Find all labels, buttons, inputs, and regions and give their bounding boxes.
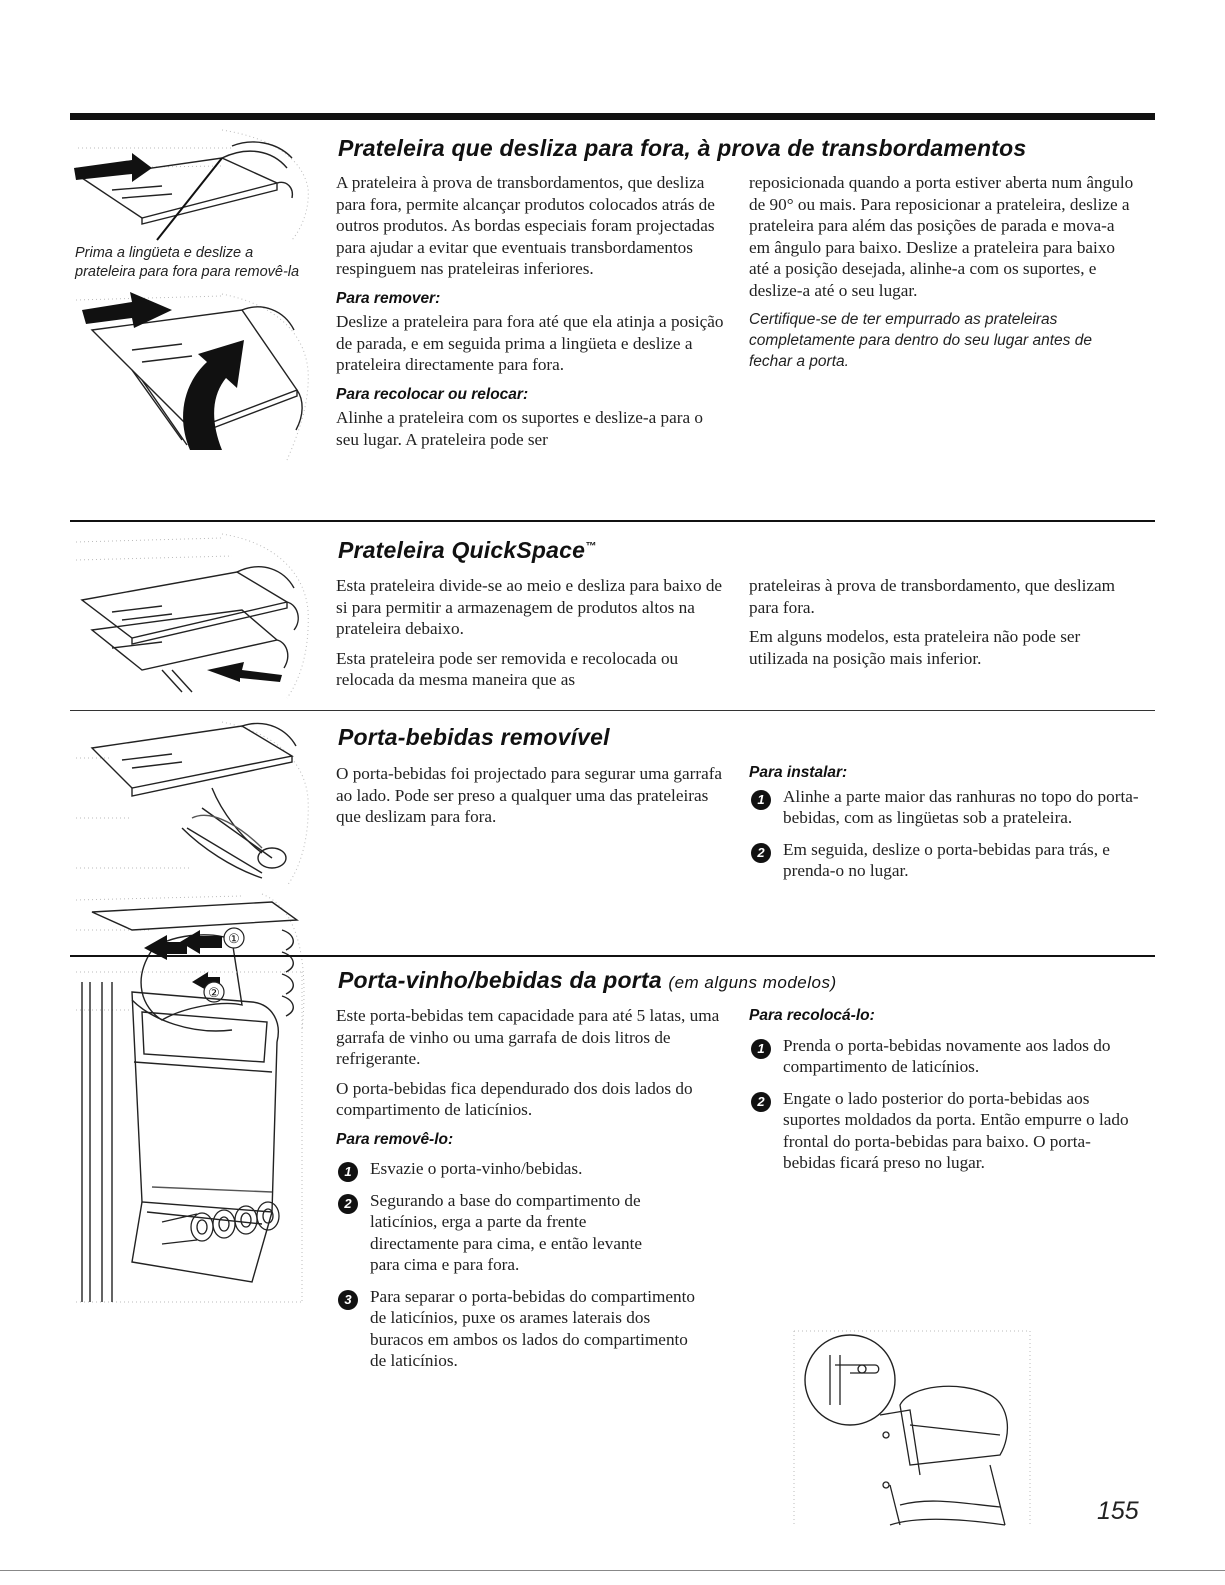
section-divider — [70, 520, 1155, 522]
replace-step-2 — [749, 1088, 1129, 1174]
replace-step-1-text: Prenda o porta-bebidas novamente aos lados do compartimento de laticínios. — [783, 1035, 1111, 1076]
remove-it-heading: Para removê-lo: — [336, 1130, 454, 1148]
remove-step-3 — [336, 1286, 700, 1372]
remove-step-3-text: Para separar o porta-bebidas do compartimento de laticínios, puxe os arames laterais dos buracos em ambos os lados do compartimento de laticínios. — [370, 1286, 696, 1370]
remove-step-1 — [336, 1158, 670, 1180]
remove-heading: Para remover: — [336, 289, 441, 307]
trademark: ™ — [585, 540, 597, 553]
install-step-2 — [749, 839, 1139, 882]
quickspace-title-text: Prateleira QuickSpace — [338, 537, 586, 563]
remove-text: Deslize a prateleira para fora até que ela atinja a posição de parada, e em seguida prima a lingüeta e deslize a prateleira directamente para fora. — [336, 312, 724, 374]
section2-text-1: Esta prateleira divide-se ao meio e desliza para baixo de si para permitir a armazenagem de produtos altos na prateleira debaixo. — [336, 576, 723, 638]
models-note: (em alguns modelos) — [668, 973, 837, 992]
section3-text: O porta-bebidas foi projectado para segurar uma garrafa ao lado. Pode ser preso a qualquer uma das prateleiras que deslizam para fora. — [336, 764, 723, 826]
remove-step-1-text: Esvazie o porta-vinho/bebidas. — [370, 1159, 583, 1178]
section4-text-2: O porta-bebidas fica dependurado dos dois lados do compartimento de laticínios. — [336, 1078, 693, 1119]
section-title-door-wine-rack — [338, 967, 837, 994]
replace-heading: Para recolocar ou relocar: — [336, 385, 529, 403]
install-heading: Para instalar: — [749, 764, 848, 781]
door-wine-rack-illustration — [72, 962, 312, 1312]
wine-rack-mounting-illustration — [790, 1325, 1035, 1530]
section3-right-column — [749, 762, 1139, 892]
section4-right-column — [749, 1005, 1129, 1184]
section2-left-column — [336, 575, 726, 699]
section1-intro: A prateleira à prova de transbordamentos, que desliza para fora, permite alcançar produtos colocados atrás de outros produtos. As bordas especiais foram projectadas para ajudar a evitar que eventuais transbordamentos respinguem nas prateleiras inferiores. — [336, 173, 715, 278]
step-number-badge: 2 — [751, 1092, 771, 1112]
step-number-badge: 2 — [751, 843, 771, 863]
section1-note: Certifique-se de ter empurrado as prateleiras completamente para dentro do seu lugar antes de fechar a porta. — [749, 311, 1092, 370]
figure-label-1: ① — [228, 931, 240, 946]
section4-text-1: Este porta-bebidas tem capacidade para até 5 latas, uma garrafa de vinho ou uma garrafa de dois litros de refrigerante. — [336, 1006, 720, 1068]
step-number-badge: 1 — [751, 1039, 771, 1059]
remove-step-2 — [336, 1190, 670, 1276]
step-number-badge: 2 — [338, 1194, 358, 1214]
section-divider — [70, 710, 1155, 711]
section-divider — [70, 955, 1155, 957]
replace-step-1 — [749, 1035, 1129, 1078]
section3-left-column — [336, 763, 726, 836]
door-wine-rack-title-text: Porta-vinho/bebidas da porta — [338, 967, 662, 993]
section-title-slide-out-shelf: Prateleira que desliza para fora, à prova de transbordamentos — [338, 135, 1027, 161]
quickspace-shelf-illustration — [72, 530, 312, 700]
page-number: 155 — [1097, 1497, 1139, 1525]
install-step-2-text: Em seguida, deslize o porta-bebidas para trás, e prenda-o no lugar. — [783, 839, 1110, 880]
slide-out-shelf-illustration-2 — [72, 290, 312, 465]
figure-label-2: ② — [208, 985, 220, 1000]
replace-step-2-text: Engate o lado posterior do porta-bebidas aos suportes moldados da porta. Então empurre o lado frontal do porta-bebidas para baixo. O porta-bebidas ficará preso no lugar. — [783, 1088, 1129, 1172]
section2-text-2: Esta prateleira pode ser removida e recolocada ou relocada da mesma maneira que as — [336, 648, 679, 689]
section4-left-column — [336, 1005, 726, 1382]
step-number-badge: 3 — [338, 1290, 358, 1310]
top-rule — [70, 113, 1155, 120]
step-number-badge: 1 — [338, 1162, 358, 1182]
section-title-bottle-holder: Porta-bebidas removível — [338, 724, 610, 750]
replace-text: Alinhe a prateleira com os suportes e deslize-a para o seu lugar. A prateleira pode ser — [336, 408, 703, 449]
section1-left-column — [336, 172, 726, 458]
figure-caption: Prima a lingüeta e deslize a prateleira para fora para removê-la — [75, 245, 300, 280]
replace-it-heading: Para recolocá-lo: — [749, 1007, 875, 1024]
bottle-holder-illustration-1 — [72, 718, 312, 888]
page-bottom-edge — [0, 1570, 1225, 1571]
section2-right-column — [749, 575, 1134, 677]
install-step-1-text: Alinhe a parte maior das ranhuras no topo do porta-bebidas, com as lingüetas sob a prateleira. — [783, 786, 1139, 827]
section2-text-3: prateleiras à prova de transbordamento, que deslizam para fora. — [749, 576, 1116, 617]
remove-step-2-text: Segurando a base do compartimento de laticínios, erga a parte da frente directamente para cima, e então levante para cima e para fora. — [370, 1190, 642, 1274]
section1-right-text: reposicionada quando a porta estiver aberta num ângulo de 90° ou mais. Para reposicionar a prateleira, deslize a prateleira para além das posições de parada e mova-a em ângulo para baixo. Deslize a prateleira para baixo até a posição desejada, alinhe-a com os suportes, e deslize-a até o seu lugar. — [749, 173, 1134, 300]
section-title-quickspace — [338, 537, 596, 564]
slide-out-shelf-illustration-1 — [72, 128, 312, 243]
section1-right-column — [749, 172, 1134, 380]
step-number-badge: 1 — [751, 790, 771, 810]
section2-text-4: Em alguns modelos, esta prateleira não pode ser utilizada na posição mais inferior. — [749, 627, 1081, 668]
install-step-1 — [749, 786, 1139, 829]
